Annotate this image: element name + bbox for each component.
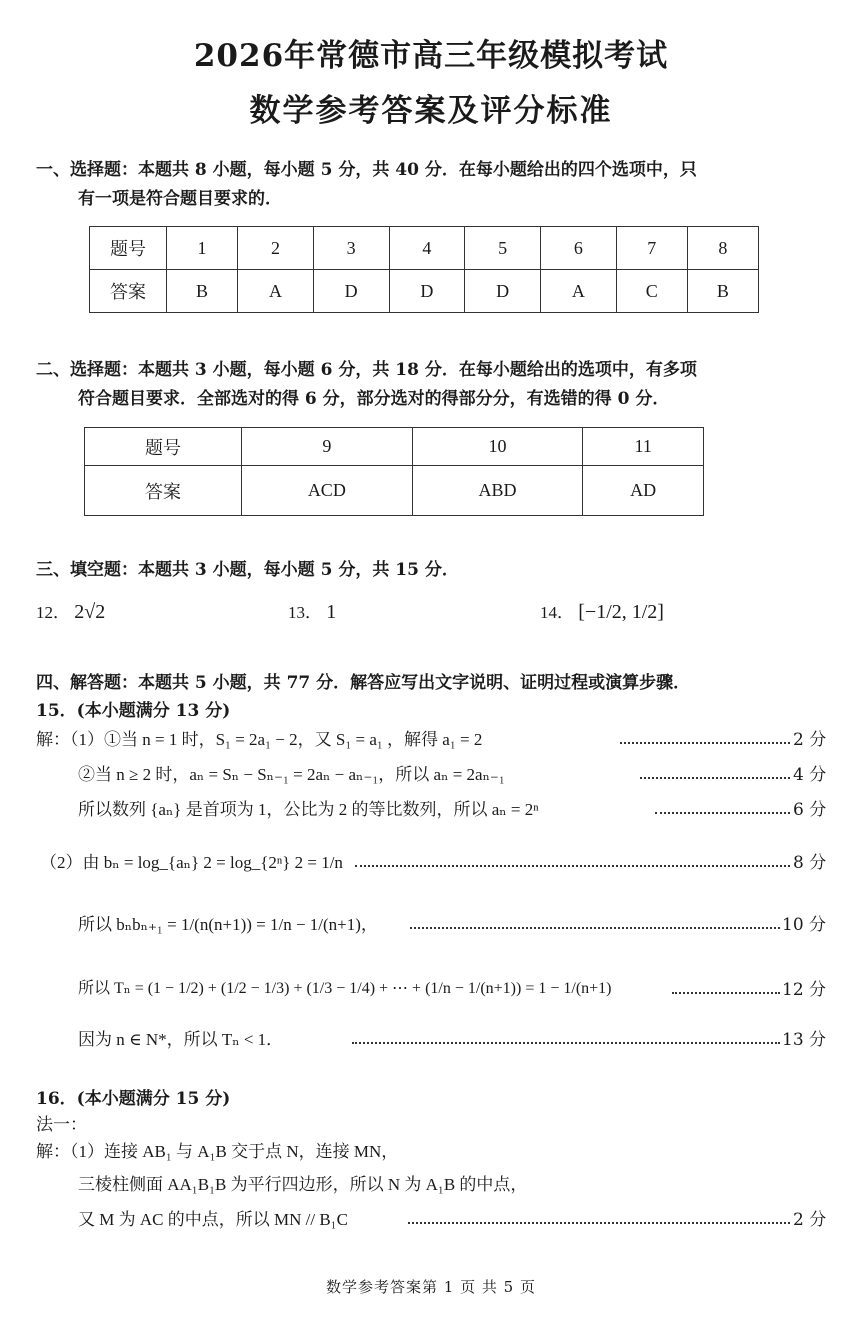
page-footer: 数学参考答案第 1 页 共 5 页: [326, 1278, 536, 1296]
dot-leader: [640, 777, 790, 779]
section1-heading-cont: 有一项是符合题目要求的．: [78, 189, 282, 209]
dot-leader: [672, 992, 780, 994]
dot-leader: [410, 927, 780, 929]
question-number: 14．: [540, 603, 574, 622]
table-cell: A: [541, 270, 617, 313]
table-cell: 11: [583, 428, 704, 466]
q15-line-6: 所以 Tₙ = (1 − 1/2) + (1/2 − 1/3) + (1/3 − 1/4) + ⋯ + (1/n − 1/(n+1)) = 1 − 1/(n+1): [78, 980, 612, 997]
table-row-questions: [85, 428, 704, 466]
answer-value: 1: [326, 601, 337, 623]
table-cell: 9: [242, 428, 413, 466]
table-cell: 6: [541, 227, 617, 270]
document-title: 2026年常德市高三年级模拟考试: [193, 38, 669, 74]
table-cell: D: [313, 270, 389, 313]
table-cell: 7: [616, 227, 687, 270]
score-mark: 8 分: [793, 853, 827, 873]
table-cell: 2: [238, 227, 314, 270]
q16-line-2: 三棱柱侧面 AA₁B₁B 为平行四边形，所以 N 为 A₁B 的中点，: [78, 1175, 528, 1194]
table-cell: 8: [687, 227, 758, 270]
table-cell: 4: [389, 227, 465, 270]
row-label: 答案: [85, 466, 242, 516]
row-label: 题号: [90, 227, 167, 270]
table-cell: B: [167, 270, 238, 313]
q15-title: 15．(本小题满分 13 分): [36, 701, 231, 721]
fill-answer-12: [36, 598, 105, 624]
section4-heading: 四、解答题：本题共 5 小题，共 77 分．解答应写出文字说明、证明过程或演算步骤．: [36, 673, 691, 693]
section2-answer-table: [84, 427, 704, 516]
question-number: 12．: [36, 603, 70, 622]
table-cell: 1: [167, 227, 238, 270]
q15-line-7: 因为 n ∈ N*，所以 Tₙ < 1．: [78, 1030, 284, 1049]
document-subtitle: 数学参考答案及评分标准: [249, 93, 613, 129]
q15-line-4: （2）由 bₙ = log_{aₙ} 2 = log_{2ⁿ} 2 = 1/n: [40, 853, 343, 872]
dot-leader: [655, 812, 790, 814]
q15-line-3: 所以数列 {aₙ} 是首项为 1，公比为 2 的等比数列，所以 aₙ = 2ⁿ: [78, 800, 539, 819]
fill-answer-14: [540, 598, 664, 624]
q15-line-1: 解：（1）①当 n = 1 时，S₁ = 2a₁ − 2，又 S₁ = a₁ ，解得 a₁ = 2: [36, 730, 483, 749]
table-cell: C: [616, 270, 687, 313]
row-label: 题号: [85, 428, 242, 466]
table-cell: D: [389, 270, 465, 313]
dot-leader: [620, 742, 790, 744]
section1-answer-table: [89, 226, 759, 313]
table-row-answers: [90, 270, 759, 313]
table-cell: 5: [465, 227, 541, 270]
section2-heading-cont: 符合题目要求．全部选对的得 6 分，部分选对的得部分分，有选错的得 0 分．: [78, 389, 670, 409]
q15-line-2: ②当 n ≥ 2 时，aₙ = Sₙ − Sₙ₋₁ = 2aₙ − aₙ₋₁，所以 aₙ = 2aₙ₋₁: [78, 765, 505, 784]
table-row-answers: [85, 466, 704, 516]
q16-title: 16．(本小题满分 15 分): [36, 1089, 231, 1109]
dot-leader: [355, 865, 790, 867]
score-mark: 13 分: [782, 1030, 827, 1050]
q16-line-1: 解：（1）连接 AB₁ 与 A₁B 交于点 N，连接 MN，: [36, 1142, 399, 1161]
section3-heading: 三、填空题：本题共 3 小题，每小题 5 分，共 15 分．: [36, 560, 459, 580]
q15-line-5: 所以 bₙbₙ₊₁ = 1/(n(n+1)) = 1/n − 1/(n+1)，: [78, 915, 378, 934]
dot-leader: [408, 1222, 790, 1224]
score-mark: 2 分: [793, 730, 827, 750]
dot-leader: [352, 1042, 780, 1044]
q16-method-label: 法一：: [36, 1115, 87, 1135]
score-mark: 12 分: [782, 980, 827, 1000]
score-mark: 6 分: [793, 800, 827, 820]
q16-line-3: 又 M 为 AC 的中点，所以 MN // B₁C: [78, 1210, 348, 1229]
row-label: 答案: [90, 270, 167, 313]
table-cell: A: [238, 270, 314, 313]
section1-heading: 一、选择题：本题共 8 小题，每小题 5 分，共 40 分．在每小题给出的四个选项中，只: [36, 160, 697, 180]
table-row-questions: [90, 227, 759, 270]
answer-value: 2√2: [74, 601, 106, 623]
fill-answer-13: [288, 598, 336, 624]
table-cell: ACD: [242, 466, 413, 516]
table-cell: ABD: [412, 466, 583, 516]
table-cell: AD: [583, 466, 704, 516]
table-cell: 3: [313, 227, 389, 270]
question-number: 13．: [288, 603, 322, 622]
section2-heading: 二、选择题：本题共 3 小题，每小题 6 分，共 18 分．在每小题给出的选项中，有多项: [36, 360, 697, 380]
answer-value: [−1/2, 1/2]: [578, 601, 664, 623]
score-mark: 2 分: [793, 1210, 827, 1230]
table-cell: 10: [412, 428, 583, 466]
table-cell: B: [687, 270, 758, 313]
table-cell: D: [465, 270, 541, 313]
score-mark: 4 分: [793, 765, 827, 785]
score-mark: 10 分: [782, 915, 827, 935]
